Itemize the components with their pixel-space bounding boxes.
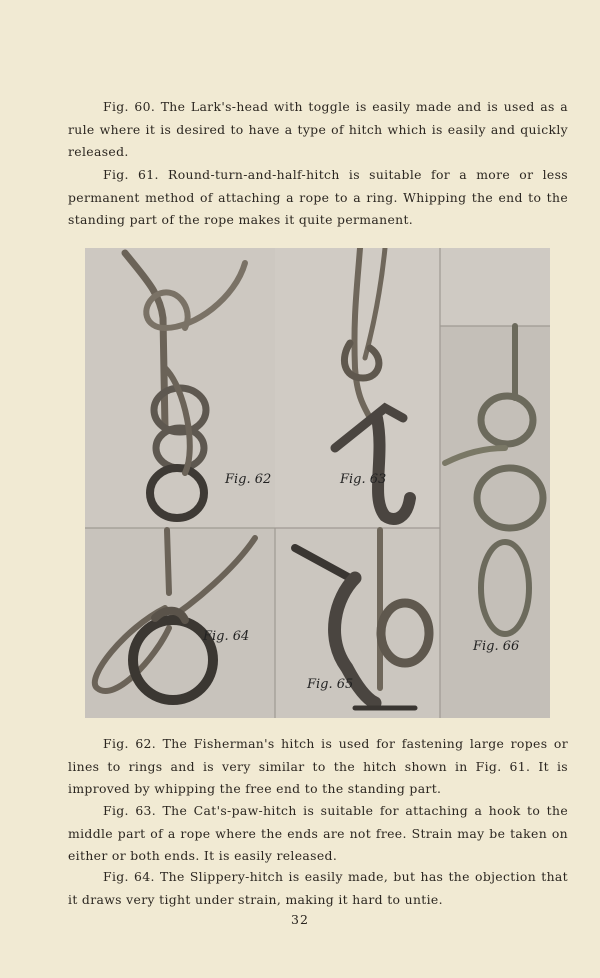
knot-photo-plate [85, 248, 550, 718]
figure-label-62: Fig. 62 [225, 472, 272, 487]
figure-label-66: Fig. 66 [473, 639, 520, 654]
page-number: 32 [291, 912, 309, 927]
figure-label-63: Fig. 63 [340, 472, 387, 487]
paragraph-fig-61: Fig. 61. Round-turn-and-half-hitch is suitable for a more or less permanent method of attaching a rope to a ring. Whipping the end to the standing part of the rope makes it quite permanent. [68, 167, 568, 227]
paragraph-fig-60: Fig. 60. The Lark's-head with toggle is easily made and is used as a rule where it is desired to have a type of hitch which is easily and quickly released. [68, 99, 568, 159]
figure-label-64: Fig. 64 [203, 629, 250, 644]
paragraph-fig-63: Fig. 63. The Cat's-paw-hitch is suitable for attaching a hook to the middle part of a rope where the ends are not free. Strain may be taken on either or both ends. It is easily released. [68, 803, 568, 863]
figure-label-65: Fig. 65 [307, 677, 354, 692]
knot-photographs [85, 248, 550, 718]
paragraph-fig-64: Fig. 64. The Slippery-hitch is easily made, but has the objection that it draws very tight under strain, making it hard to untie. [68, 869, 568, 907]
paragraph-fig-62: Fig. 62. The Fisherman's hitch is used for fastening large ropes or lines to rings and is very similar to the hitch shown in Fig. 61. It is improved by whipping the free end to the standing part. [68, 736, 568, 796]
